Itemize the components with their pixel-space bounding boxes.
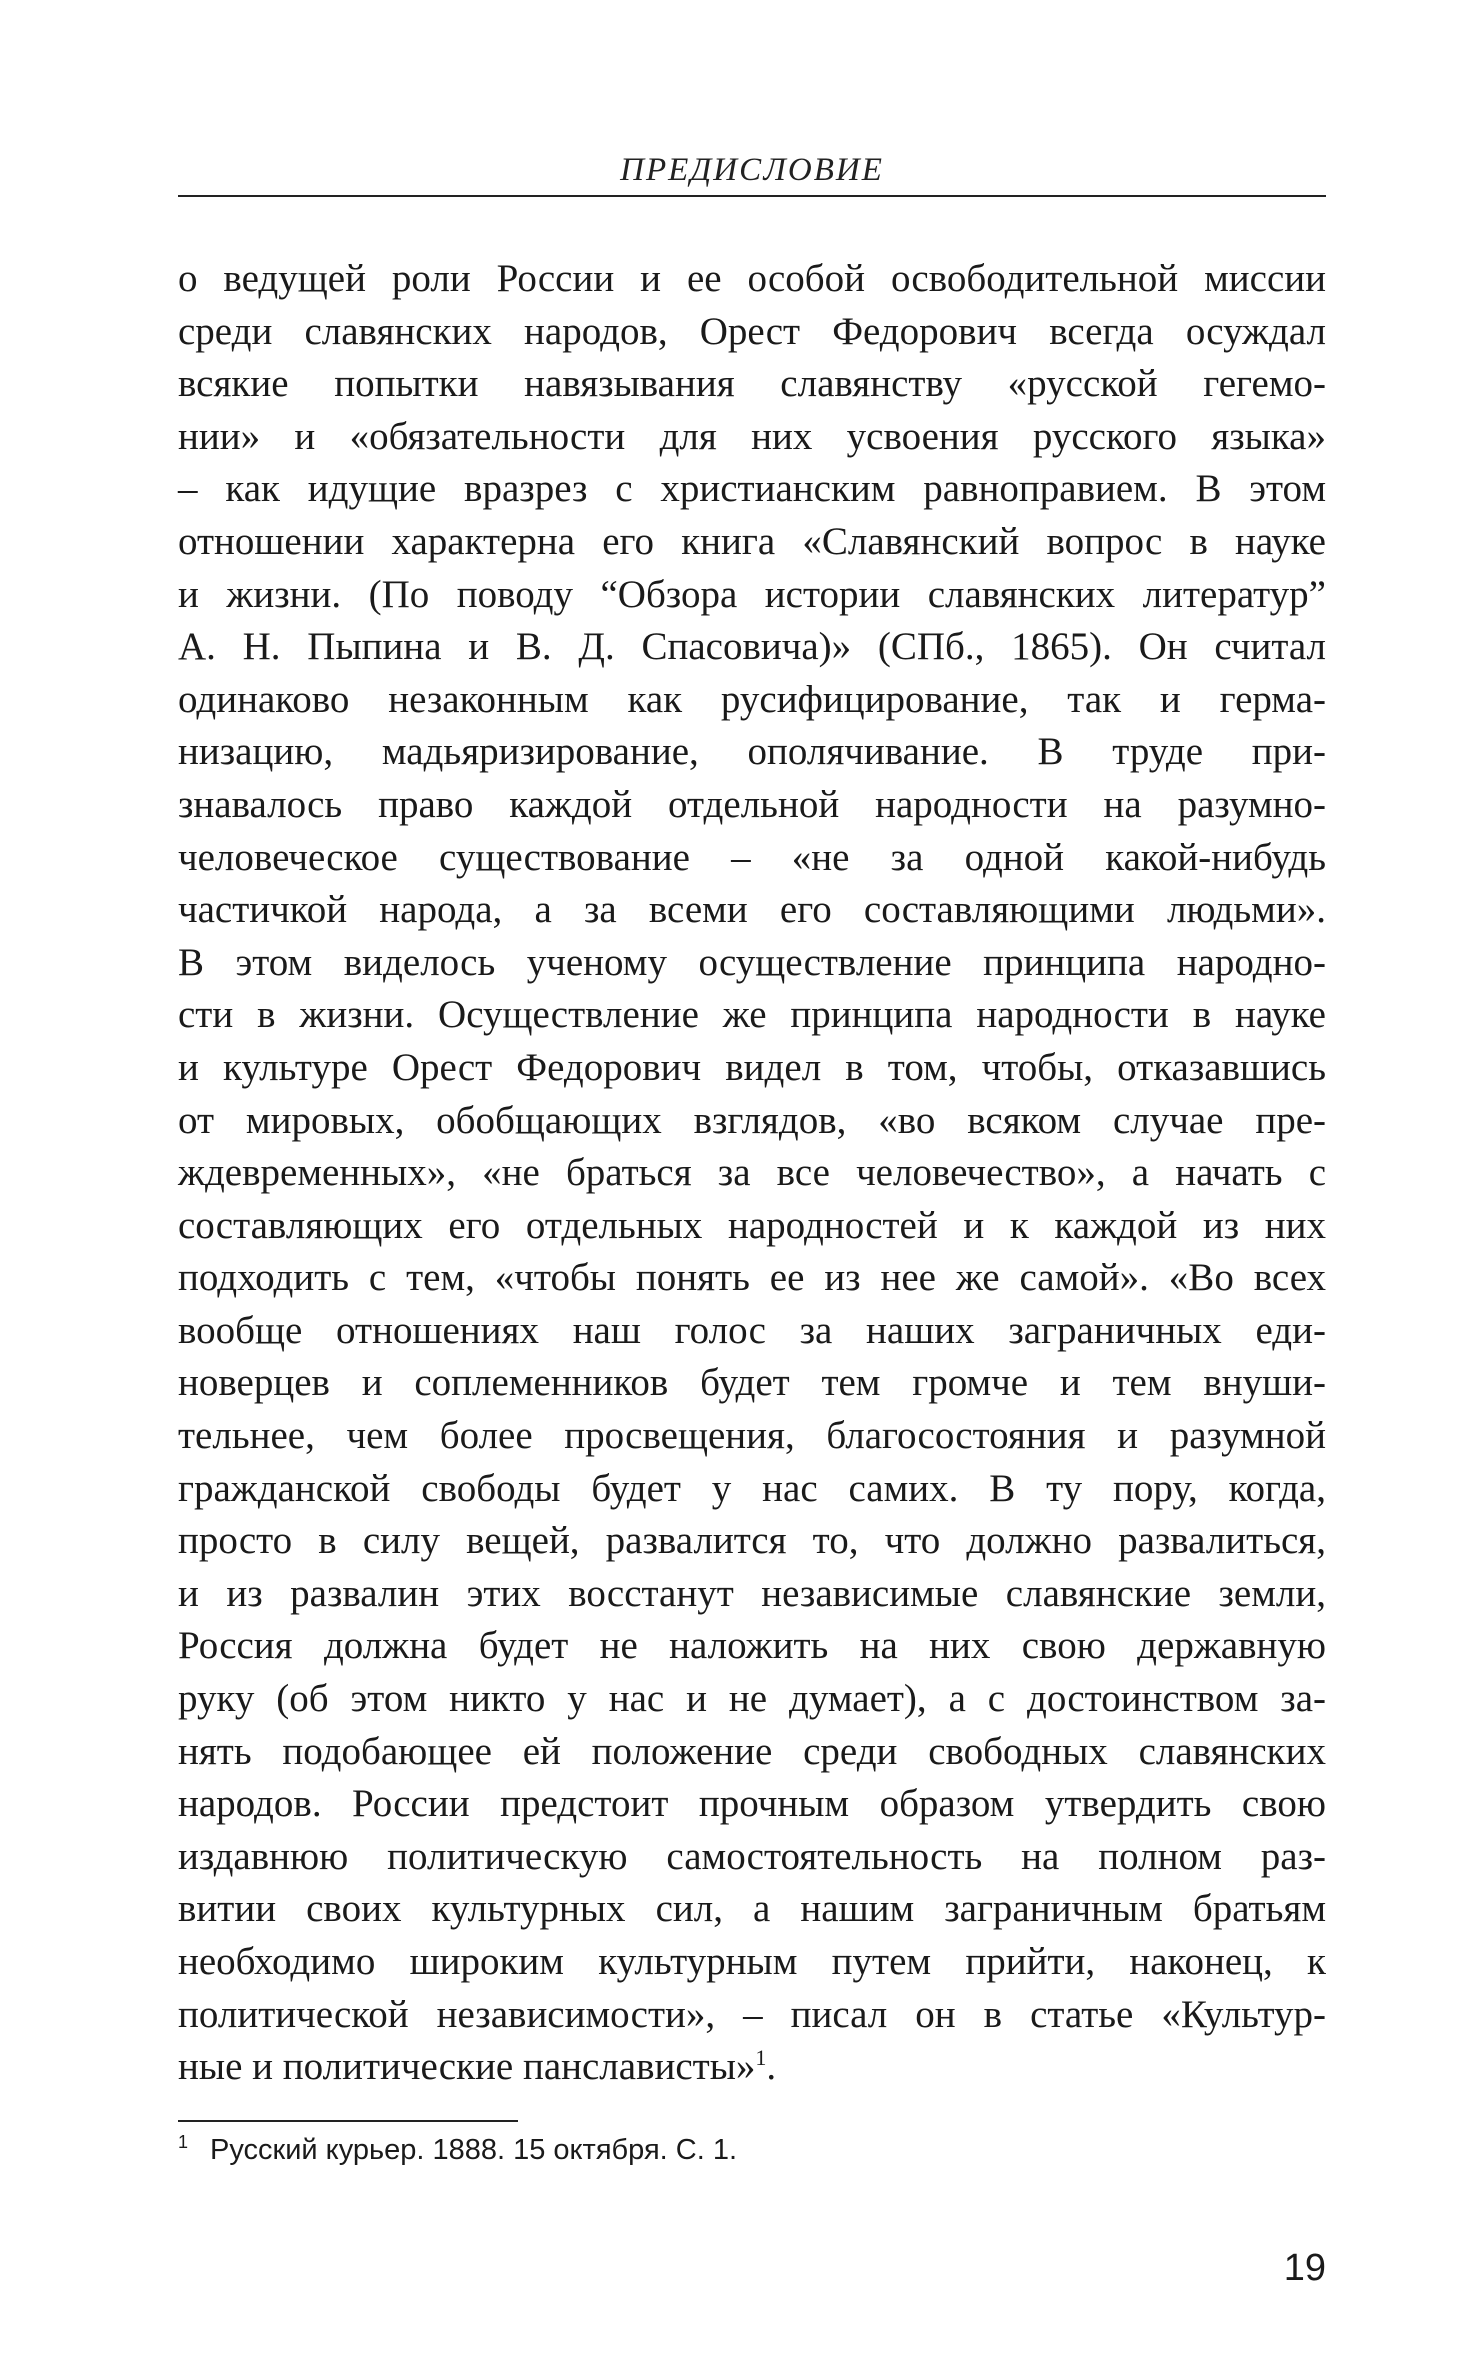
text-line: издавнюю политическую самостоятельность на полном раз- [178, 1834, 1326, 1878]
text-line: среди славянских народов, Орест Федорович всегда осуждал [178, 309, 1326, 353]
footnote-text: Русский курьер. 1888. 15 октября. С. 1. [210, 2134, 738, 2166]
text-line: нять подобающее ей положение среди свободных славянских [178, 1729, 1326, 1773]
text-line: гражданской свободы будет у нас самих. В ту пору, когда, [178, 1466, 1326, 1510]
text-line: и из развалин этих восстанут независимые славянские земли, [178, 1571, 1326, 1615]
footnote-number: 1 [178, 2132, 189, 2153]
last-line-text: ные и политические панслависты» [178, 2045, 756, 2089]
text-line: вообще отношениях наш голос за наших заграничных еди- [178, 1308, 1326, 1352]
text-line: витии своих культурных сил, а нашим заграничным братьям [178, 1887, 1326, 1931]
text-line: всякие попытки навязывания славянству «русской гегемо- [178, 362, 1326, 406]
text-line: человеческое существование – «не за одной какой-нибудь [178, 835, 1326, 879]
text-line: Россия должна будет не наложить на них свою державную [178, 1624, 1326, 1668]
footnote [178, 2132, 737, 2168]
text-line: одинаково незаконным как русифицирование, так и герма- [178, 677, 1326, 721]
text-line: о ведущей роли России и ее особой освободительной миссии [178, 257, 1326, 300]
header-rule [178, 195, 1326, 197]
text-line: знавалось право каждой отдельной народности на разумно- [178, 782, 1326, 826]
footnote-rule [178, 2120, 518, 2122]
text-line: и культуре Орест Федорович видел в том, чтобы, отказавшись [178, 1045, 1326, 1089]
text-line: и жизни. (По поводу “Обзора истории славянских литератур” [178, 572, 1326, 616]
text-line: политической независимости», – писал он в статье «Культур- [178, 1992, 1326, 2036]
text-line: – как идущие вразрез с христианским равноправием. В этом [178, 467, 1326, 511]
text-line: ждевременных», «не браться за все человечество», а начать с [178, 1151, 1326, 1195]
running-head: ПРЕДИСЛОВИЕ [620, 152, 884, 188]
body-text [178, 253, 1326, 2094]
text-line: нии» и «обязательности для них усвоения русского языка» [178, 414, 1326, 458]
text-line: частичкой народа, а за всеми его составляющими людьми». [178, 888, 1326, 932]
text-line-last: ные и политические панслависты»$^1$. [178, 2045, 777, 2089]
text-line: руку (об этом никто у нас и не думает), а с достоинством за- [178, 1677, 1326, 1721]
text-line: новерцев и соплеменников будет тем громче и тем внуши- [178, 1361, 1326, 1405]
footnote-reference[interactable]: 1 [755, 2045, 767, 2071]
text-line: просто в силу вещей, развалится то, что должно развалиться, [178, 1519, 1326, 1563]
text-line: низацию, мадьяризирование, ополячивание. В труде при- [178, 730, 1326, 774]
text-line: А. Н. Пыпина и В. Д. Спасовича)» (СПб., 1865). Он считал [178, 625, 1326, 669]
text-line: В этом виделось ученому осуществление принципа народно- [178, 940, 1326, 984]
text-line: подходить с тем, «чтобы понять ее из нее же самой». «Во всех [178, 1256, 1326, 1300]
text-line: тельнее, чем более просвещения, благосостояния и разумной [178, 1414, 1326, 1458]
text-line: народов. России предстоит прочным образом утвердить свою [178, 1782, 1326, 1826]
text-line: составляющих его отдельных народностей и к каждой из них [178, 1203, 1326, 1247]
text-line: сти в жизни. Осуществление же принципа народности в науке [178, 993, 1326, 1037]
text-line: необходимо широким культурным путем прийти, наконец, к [178, 1940, 1326, 1983]
text-line: от мировых, обобщающих взглядов, «во всяком случае пре- [178, 1098, 1326, 1142]
text-line: отношении характерна его книга «Славянский вопрос в науке [178, 519, 1326, 563]
page-number: 19 [1283, 2247, 1326, 2289]
